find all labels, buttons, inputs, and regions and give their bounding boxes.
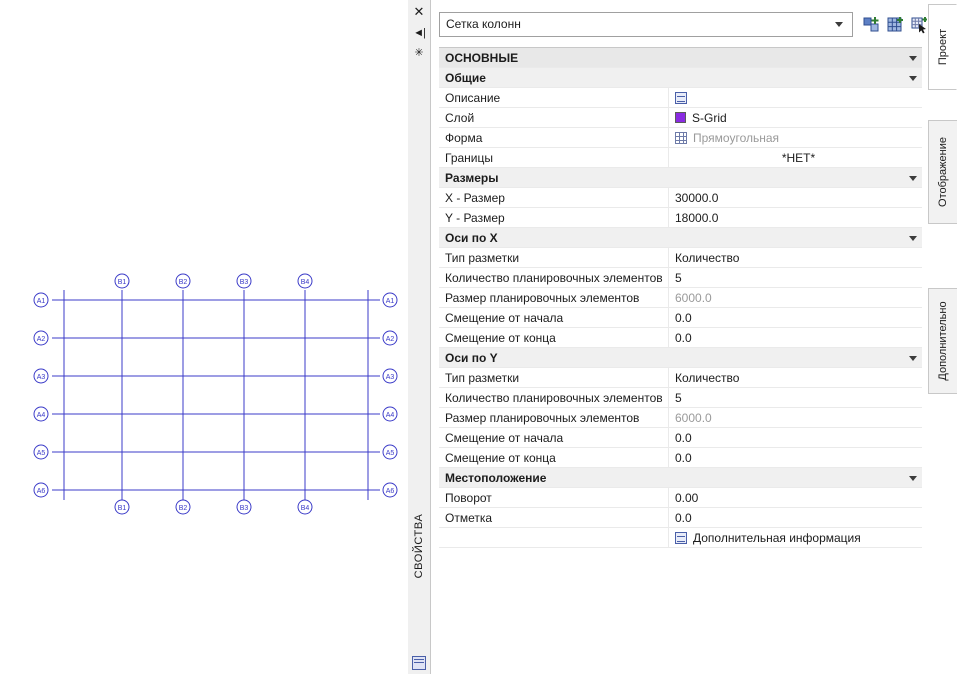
table-row[interactable] [439,188,922,208]
property-value-y-bay-count[interactable]: 5 [669,388,923,408]
svg-text:В3: В3 [239,505,249,512]
chevron-down-icon[interactable] [898,468,922,488]
property-value-x-bay-count[interactable]: 5 [669,268,923,288]
table-row[interactable] [439,128,922,148]
table-row[interactable] [439,308,922,328]
property-value-x-bay-size: 6000.0 [669,288,923,308]
table-row[interactable] [439,88,922,108]
group-label: Общие [439,68,898,88]
property-name-x-size: X - Размер [439,188,669,208]
property-value-y-size[interactable]: 18000.0 [669,208,923,228]
grid-bubbles-bottom [115,500,312,514]
property-value-layer[interactable] [669,108,923,128]
table-row[interactable] [439,408,922,428]
property-name-x-layout-type: Тип разметки [439,248,669,268]
property-value-x-layout-type[interactable]: Количество [669,248,923,268]
table-row[interactable] [439,288,922,308]
svg-text:А6: А6 [385,488,395,495]
group-label: Оси по Y [439,348,898,368]
column-grid-graphic [0,0,408,674]
property-name-elevation: Отметка [439,508,669,528]
property-value-x-size[interactable]: 30000.0 [669,188,923,208]
additional-info-icon[interactable] [675,532,687,544]
svg-text:В2: В2 [178,279,188,286]
svg-text:А2: А2 [36,336,46,343]
grid-bubbles-right [383,293,397,497]
property-value-y-end-offset[interactable]: 0.0 [669,448,923,468]
chevron-down-icon[interactable] [898,168,922,188]
group-label: Местоположение [439,468,898,488]
table-row[interactable] [439,528,922,548]
properties-toolbar [439,12,922,38]
svg-text:А3: А3 [36,374,46,381]
property-name-additional-info [439,528,669,548]
svg-text:А2: А2 [385,336,395,343]
properties-options-icon[interactable]: ✳ [414,47,424,59]
property-name-y-size: Y - Размер [439,208,669,228]
properties-group-location[interactable] [439,468,922,488]
layer-name: S-Grid [692,110,727,125]
property-name-x-bay-size: Размер планировочных элементов [439,288,669,308]
category-label: ОСНОВНЫЕ [439,48,898,68]
group-label: Оси по X [439,228,898,248]
property-value-y-layout-type[interactable]: Количество [669,368,923,388]
property-name-boundaries: Границы [439,148,669,168]
property-name-y-bay-size: Размер планировочных элементов [439,408,669,428]
chevron-down-icon[interactable] [835,22,843,27]
property-name-description: Описание [439,88,669,108]
svg-text:В4: В4 [300,279,310,286]
group-label: Размеры [439,168,898,188]
tab-additional[interactable] [928,288,957,394]
svg-text:А1: А1 [36,298,46,305]
additional-info-label: Дополнительная информация [693,530,861,545]
table-row[interactable] [439,448,922,468]
chevron-down-icon[interactable] [898,348,922,368]
property-value-x-end-offset[interactable]: 0.0 [669,328,923,348]
chevron-down-icon[interactable] [898,68,922,88]
svg-text:В2: В2 [178,505,188,512]
chevron-down-icon[interactable] [898,228,922,248]
svg-text:В1: В1 [117,505,127,512]
svg-text:А4: А4 [385,412,395,419]
property-name-y-end-offset: Смещение от конца [439,448,669,468]
property-value-y-start-offset[interactable]: 0.0 [669,428,923,448]
property-name-x-bay-count: Количество планировочных элементов [439,268,669,288]
tab-display[interactable] [928,120,957,224]
svg-text:В1: В1 [117,279,127,286]
layer-color-swatch [675,112,686,123]
property-name-y-layout-type: Тип разметки [439,368,669,388]
chevron-down-icon[interactable] [898,48,922,68]
svg-text:А5: А5 [385,450,395,457]
properties-group-general[interactable] [439,68,922,88]
drawing-canvas[interactable] [0,0,408,674]
object-type-select[interactable]: Сетка колонн [439,12,853,37]
svg-text:А3: А3 [385,374,395,381]
shape-value: Прямоугольная [693,130,780,145]
table-row[interactable] [439,248,922,268]
table-row[interactable] [439,368,922,388]
property-value-boundaries[interactable]: *НЕТ* [669,148,923,168]
tab-display-label: Отображение [937,137,949,207]
property-value-y-bay-size: 6000.0 [669,408,923,428]
table-row[interactable] [439,208,922,228]
property-name-x-end-offset: Смещение от конца [439,328,669,348]
close-icon[interactable]: ✕ [413,4,425,19]
palette-tab-strip [927,0,958,674]
properties-group-axes-y[interactable] [439,348,922,368]
palette-title: СВОЙСТВА [413,513,425,579]
property-name-shape: Форма [439,128,669,148]
property-value-description[interactable] [669,88,923,108]
property-value-additional-info[interactable] [669,528,923,548]
svg-text:А4: А4 [36,412,46,419]
grid-shape-icon [675,132,687,144]
table-row[interactable] [439,328,922,348]
property-value-x-start-offset[interactable]: 0.0 [669,308,923,328]
table-row[interactable] [439,508,922,528]
svg-text:А1: А1 [385,298,395,305]
quick-select-button[interactable] [886,15,906,35]
svg-text:В3: В3 [239,279,249,286]
auto-hide-icon[interactable]: ◄| [413,27,425,39]
properties-table-icon[interactable] [412,656,426,670]
table-row[interactable] [439,488,922,508]
property-name-layer: Слой [439,108,669,128]
properties-table [439,47,922,548]
properties-group-dimensions[interactable] [439,168,922,188]
svg-text:А5: А5 [36,450,46,457]
property-name-x-start-offset: Смещение от начала [439,308,669,328]
property-name-y-bay-count: Количество планировочных элементов [439,388,669,408]
property-value-rotation[interactable]: 0.00 [669,488,923,508]
svg-text:В4: В4 [300,505,310,512]
table-row[interactable] [439,268,922,288]
table-row[interactable] [439,108,922,128]
properties-panel [431,0,928,674]
description-table-icon[interactable] [675,92,687,104]
grid-bubbles-left [34,293,48,497]
grid-bubbles-top [115,274,312,288]
tab-project[interactable] [928,4,957,90]
property-name-rotation: Поворот [439,488,669,508]
property-name-y-start-offset: Смещение от начала [439,428,669,448]
table-row[interactable] [439,148,922,168]
properties-palette-strip [408,0,431,674]
tab-project-label: Проект [936,28,949,66]
property-value-elevation[interactable]: 0.0 [669,508,923,528]
svg-text:А6: А6 [36,488,46,495]
property-value-shape [669,128,923,148]
tab-additional-label: Дополнительно [937,301,949,381]
properties-group-axes-x[interactable] [439,228,922,248]
table-row[interactable] [439,388,922,408]
table-row[interactable] [439,428,922,448]
select-similar-button[interactable] [862,15,882,35]
properties-category-main[interactable] [439,48,922,68]
